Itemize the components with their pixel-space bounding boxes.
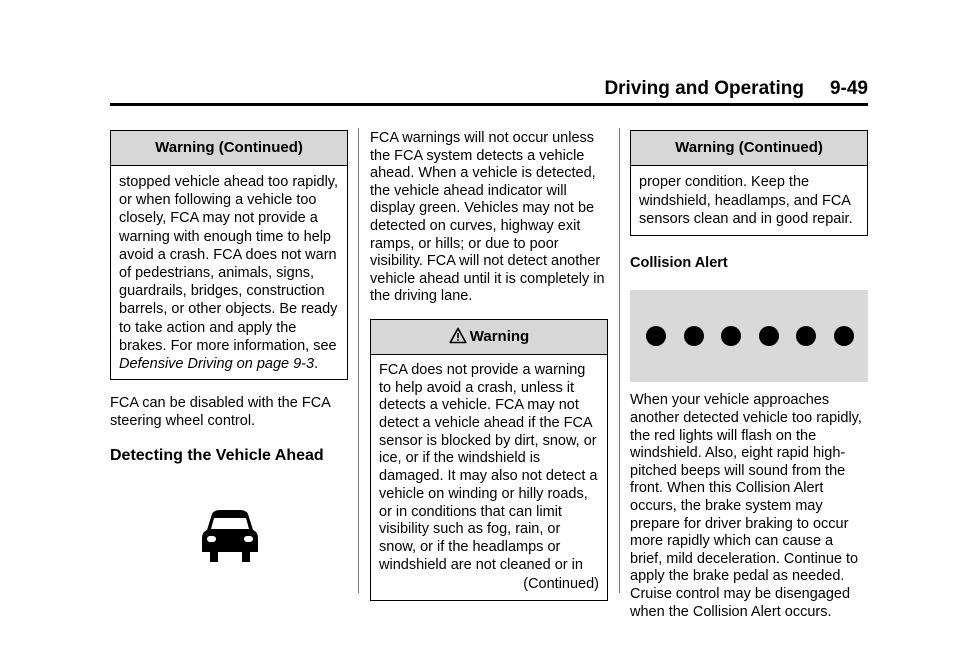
vehicle-ahead-figure bbox=[110, 466, 348, 554]
column-divider bbox=[619, 128, 620, 593]
warning-box-continued bbox=[630, 130, 868, 236]
column-3 bbox=[630, 130, 868, 621]
warning-box-title: Warning (Continued) bbox=[111, 131, 347, 166]
warning-box bbox=[370, 319, 608, 601]
paragraph: When your vehicle approaches another detected vehicle too rapidly, the red lights will flash on the windshield. Also, eight rapid high-pitched beeps will sound from the front. When this Collision Alert occurs, the brake system may prepare for driver braking to occur more rapidly which can cause a brief, mild deceleration. Continue to apply the brake pedal as needed. Cruise control may be disengaged when the Collision Alert occurs. bbox=[630, 392, 862, 620]
alert-light-dot bbox=[796, 326, 816, 346]
continued-label: (Continued) bbox=[523, 576, 599, 593]
alert-light-dot bbox=[646, 326, 666, 346]
warning-box-body bbox=[111, 166, 347, 379]
column-2 bbox=[370, 130, 608, 601]
header-rule bbox=[110, 103, 868, 106]
warning-box-body bbox=[371, 355, 607, 600]
warning-text: stopped vehicle ahead too rapidly, or when following a vehicle too closely, FCA may not provide a warning with enough time to help avoid a crash. FCA does not warn of pedestrians, animals, signs, guardrails, bridges, construction barrels, or other objects. Be ready to take action and apply the brakes. For more information, see bbox=[119, 174, 338, 354]
paragraph: FCA can be disabled with the FCA steering wheel control. bbox=[110, 395, 331, 429]
column-divider bbox=[358, 128, 359, 593]
alert-light-dot bbox=[834, 326, 854, 346]
alert-light-dot bbox=[759, 326, 779, 346]
column-1 bbox=[110, 130, 348, 554]
section-title: Driving and Operating bbox=[604, 78, 804, 99]
warning-box-header bbox=[371, 320, 607, 355]
alert-light-dot bbox=[721, 326, 741, 346]
paragraph: FCA warnings will not occur unless the FCA system detects a vehicle ahead. When a vehicle is detected, the vehicle ahead indicator will display green. Vehicles may not be detected on curves, highway exit ramps, or hills; or due to poor visibility. FCA will not detect another vehicle ahead until it is completely in the driving lane. bbox=[370, 130, 605, 305]
warning-text: proper condition. Keep the windshield, headlamps, and FCA sensors clean and in good repair. bbox=[639, 174, 853, 228]
collision-alert-lights-icon bbox=[630, 290, 868, 382]
alert-light-dot bbox=[684, 326, 704, 346]
warning-box-continued bbox=[110, 130, 348, 380]
warning-triangle-icon bbox=[449, 327, 467, 344]
vehicle-ahead-icon bbox=[200, 510, 260, 564]
subheading: Collision Alert bbox=[630, 254, 728, 271]
warning-text: FCA does not provide a warning to help avoid a crash, unless it detects a vehicle. FCA may not detect a vehicle ahead if the FCA sensor is blocked by dirt, snow, or ice, or if the windshield is damaged. It may also not detect a vehicle on winding or hilly roads, or in conditions that can limit visibility such as fog, rain, or snow, or if the headlamps or windshield are not cleaned or in bbox=[379, 361, 598, 573]
page-header bbox=[110, 78, 868, 100]
cross-reference-link[interactable]: Defensive Driving on page 9-3 bbox=[119, 356, 315, 373]
warning-text-end: . bbox=[314, 356, 319, 373]
page-number: 9-49 bbox=[829, 78, 868, 99]
warning-box-body bbox=[631, 166, 867, 235]
warning-box-title: Warning bbox=[469, 327, 530, 345]
section-heading: Detecting the Vehicle Ahead bbox=[110, 447, 324, 465]
warning-box-title: Warning (Continued) bbox=[631, 131, 867, 166]
